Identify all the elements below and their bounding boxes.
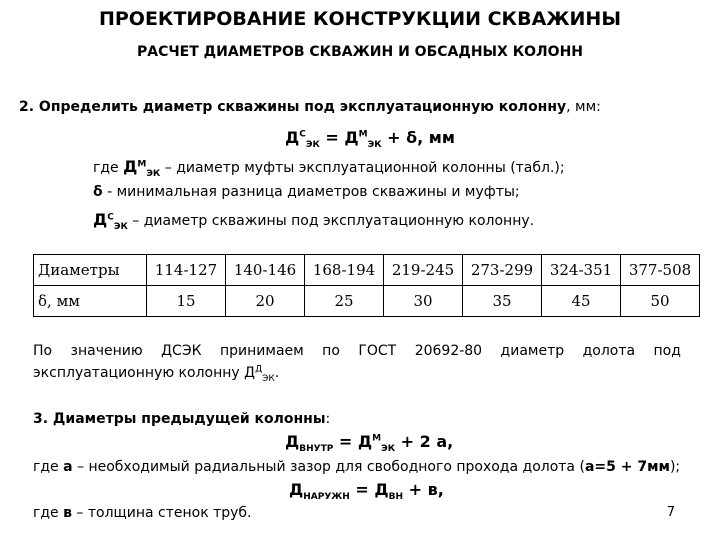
page-number: 7 bbox=[666, 505, 675, 520]
formula2-tail: + в, bbox=[403, 480, 444, 499]
section2-heading-rest: , мм: bbox=[566, 99, 601, 115]
table-cell: 219-245 bbox=[384, 255, 463, 286]
paragraph-line-1 bbox=[33, 343, 681, 359]
table-cell: 324-351 bbox=[542, 255, 621, 286]
well-diameter-formula bbox=[285, 128, 455, 151]
formula-rhs-sup: М bbox=[358, 129, 368, 140]
where-a-end: ); bbox=[669, 459, 681, 475]
where1-text: – диаметр муфты эксплуатационной колонны (табл.); bbox=[160, 160, 565, 176]
section2-heading bbox=[19, 99, 601, 115]
where-a-bold: а=5 + 7мм bbox=[584, 459, 670, 475]
where-line-3 bbox=[93, 210, 535, 232]
where1-prefix: где bbox=[93, 160, 124, 176]
paragraph-word: диаметр bbox=[500, 343, 565, 359]
formula2-eq: = Д bbox=[349, 480, 389, 499]
where3-text: – диаметр скважины под эксплуатационную колонну. bbox=[127, 213, 535, 229]
paragraph-word: по bbox=[322, 343, 340, 359]
table-cell: 50 bbox=[621, 286, 700, 317]
formula1-lhs-sub: ВНУТР bbox=[299, 444, 334, 455]
formula2-sub: ВН bbox=[388, 492, 404, 503]
where-line-1 bbox=[93, 157, 565, 179]
formula-eq: = Д bbox=[319, 128, 359, 147]
where3-sub: ЭК bbox=[113, 221, 128, 232]
formula1-lhs: Д bbox=[285, 432, 300, 451]
where-b-prefix: где bbox=[33, 505, 64, 521]
table-cell: 25 bbox=[305, 286, 384, 317]
table-cell: 273-299 bbox=[463, 255, 542, 286]
section3-heading-bold: 3. Диаметры предыдущей колонны bbox=[33, 411, 326, 427]
paragraph-line2-sup: Д bbox=[255, 364, 263, 375]
where3-symbol: Д bbox=[93, 210, 108, 229]
diameter-table bbox=[33, 254, 700, 317]
where-line-a bbox=[33, 459, 680, 475]
formula1-sup: М bbox=[372, 433, 382, 444]
paragraph-word: принимаем bbox=[220, 343, 304, 359]
table-cell: 377-508 bbox=[621, 255, 700, 286]
table-cell: 45 bbox=[542, 286, 621, 317]
formula1-tail: + 2 а, bbox=[395, 432, 454, 451]
where-a-prefix: где bbox=[33, 459, 64, 475]
table-cell: 20 bbox=[226, 286, 305, 317]
paragraph-line-2 bbox=[33, 364, 280, 384]
outer-diameter-formula bbox=[289, 480, 444, 503]
page-subtitle: РАСЧЕТ ДИАМЕТРОВ СКВАЖИН И ОБСАДНЫХ КОЛОНН bbox=[136, 44, 584, 60]
table-row-delta bbox=[34, 286, 700, 317]
paragraph-line2-text: эксплуатационную колонну Д bbox=[33, 365, 256, 381]
table-cell: 35 bbox=[463, 286, 542, 317]
formula1-eq: = Д bbox=[333, 432, 373, 451]
inner-diameter-formula bbox=[285, 432, 454, 455]
where-a-symbol: а bbox=[63, 459, 73, 475]
where-a-text: – необходимый радиальный зазор для свободного прохода долота ( bbox=[72, 459, 585, 475]
where-b-text: – толщина стенок труб. bbox=[71, 505, 252, 521]
paragraph-word: По bbox=[33, 343, 53, 359]
where1-sup: М bbox=[137, 159, 147, 170]
formula-lhs: Д bbox=[285, 128, 300, 147]
paragraph-word: ДСЭК bbox=[161, 343, 202, 359]
formula-lhs-sub: ЭК bbox=[305, 140, 320, 151]
section2-heading-bold: 2. Определить диаметр скважины под эксплуатационную колонну bbox=[19, 99, 567, 115]
table-row-diameters bbox=[34, 255, 700, 286]
where-b-symbol: в bbox=[63, 505, 72, 521]
where1-sub: ЭК bbox=[146, 168, 161, 179]
paragraph-word: 20692-80 bbox=[414, 343, 483, 359]
where-line-b bbox=[33, 505, 252, 521]
row-label-delta: δ, мм bbox=[34, 286, 147, 317]
where1-symbol: Д bbox=[123, 157, 138, 176]
formula1-sub: ЭК bbox=[381, 444, 396, 455]
formula-lhs-sup: С bbox=[299, 129, 306, 140]
section3-heading bbox=[33, 411, 330, 427]
table-cell: 140-146 bbox=[226, 255, 305, 286]
formula-tail: + δ, мм bbox=[381, 128, 455, 147]
where2-symbol: δ bbox=[93, 184, 103, 200]
section3-heading-rest: : bbox=[325, 411, 331, 427]
paragraph-word: долота bbox=[582, 343, 636, 359]
table-cell: 15 bbox=[147, 286, 226, 317]
paragraph-line2-end: . bbox=[274, 365, 280, 381]
where3-sup: С bbox=[107, 212, 114, 223]
paragraph-word: ГОСТ bbox=[358, 343, 397, 359]
formula2-lhs-sub: НАРУЖН bbox=[303, 492, 350, 503]
table-cell: 168-194 bbox=[305, 255, 384, 286]
where2-text: - минимальная разница диаметров скважины и муфты; bbox=[102, 184, 520, 200]
formula2-lhs: Д bbox=[289, 480, 304, 499]
table-cell: 30 bbox=[384, 286, 463, 317]
paragraph-word: значению bbox=[70, 343, 143, 359]
row-label-diameters: Диаметры bbox=[34, 255, 147, 286]
page-title: ПРОЕКТИРОВАНИЕ КОНСТРУКЦИИ СКВАЖИНЫ bbox=[98, 8, 622, 30]
paragraph-line2-sub: ЭК bbox=[262, 373, 275, 384]
formula-rhs-sub: ЭК bbox=[367, 140, 382, 151]
paragraph-word: под bbox=[653, 343, 681, 359]
where-line-2 bbox=[93, 184, 520, 200]
table-cell: 114-127 bbox=[147, 255, 226, 286]
